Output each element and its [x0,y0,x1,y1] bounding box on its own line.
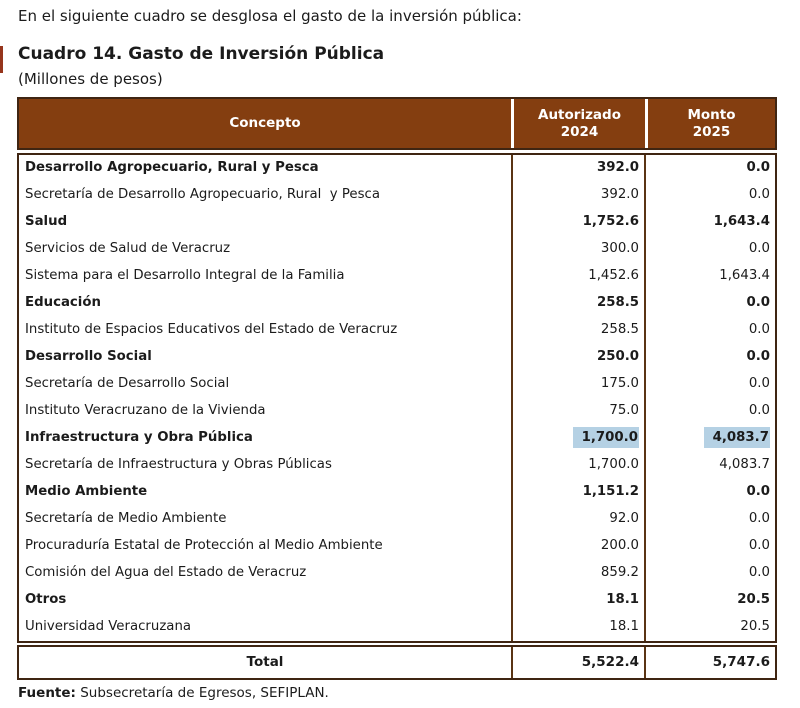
value: 1,151.2 [582,484,639,499]
monto-cell [646,533,775,560]
value: 0.0 [748,403,770,418]
table-title: Cuadro 14. Gasto de Inversión Pública [18,44,385,64]
concept-cell: Salud [19,209,513,236]
intro-text: En el siguiente cuadro se desglosa el gasto de la inversión pública: [18,7,522,25]
table-row [19,236,775,263]
table-row [19,317,775,344]
concept-cell: Instituto Veracruzano de la Vivienda [19,398,513,425]
value: 175.0 [600,376,639,391]
value: 1,643.4 [719,268,770,283]
value: 0.0 [748,376,770,391]
monto-cell [646,587,775,614]
autorizado-cell [513,344,646,371]
autorizado-cell [513,182,646,209]
concept-cell: Medio Ambiente [19,479,513,506]
autorizado-cell [513,479,646,506]
monto-cell [646,479,775,506]
column-header-autorizado-2024 [514,99,645,148]
value: 1,700.0 [588,457,639,472]
concept-cell: Comisión del Agua del Estado de Veracruz [19,560,513,587]
monto-cell [646,614,775,641]
table-total-row [17,645,777,680]
column-header-monto-2025 [648,99,775,148]
source-note [18,685,329,701]
column-header-sublabel: 2025 [692,123,731,140]
column-header-concepto [19,99,511,148]
table-row [19,398,775,425]
monto-cell [646,344,775,371]
table-header-row [17,97,777,150]
autorizado-cell [513,290,646,317]
value: 0.0 [746,484,770,499]
monto-cell [646,290,775,317]
monto-cell [646,209,775,236]
table-row [19,290,775,317]
table-row [19,371,775,398]
concept-cell: Instituto de Espacios Educativos del Estado de Veracruz [19,317,513,344]
monto-cell [646,236,775,263]
autorizado-cell [513,263,646,290]
table-row [19,506,775,533]
table-row [19,479,775,506]
value: 0.0 [748,511,770,526]
concept-cell: Secretaría de Infraestructura y Obras Públicas [19,452,513,479]
autorizado-cell [513,371,646,398]
value: 1,752.6 [582,214,639,229]
concept-cell: Otros [19,587,513,614]
value: 0.0 [748,565,770,580]
total-monto-value: 5,747.6 [712,654,770,670]
table-row [19,533,775,560]
value: 250.0 [596,349,639,364]
table-units-subtitle: (Millones de pesos) [18,70,163,88]
concept-cell: Desarrollo Agropecuario, Rural y Pesca [19,155,513,182]
column-header-sublabel: 2024 [560,123,599,140]
monto-cell [646,317,775,344]
value: 18.1 [606,592,639,607]
value: 0.0 [748,241,770,256]
value: 1,452.6 [588,268,639,283]
highlighted-value: 1,700.0 [573,427,639,448]
source-label: Fuente: [18,685,76,701]
table-row [19,155,775,182]
value: 392.0 [596,160,639,175]
autorizado-cell [513,398,646,425]
column-header-label: Concepto [229,115,301,131]
table-row [19,209,775,236]
autorizado-cell [513,452,646,479]
value: 0.0 [746,160,770,175]
autorizado-cell [513,425,646,452]
autorizado-cell [513,587,646,614]
value: 20.5 [740,619,770,634]
value: 258.5 [596,295,639,310]
concept-cell: Desarrollo Social [19,344,513,371]
monto-cell [646,182,775,209]
value: 200.0 [600,538,639,553]
value: 0.0 [746,349,770,364]
concept-cell: Secretaría de Medio Ambiente [19,506,513,533]
value: 18.1 [609,619,639,634]
monto-cell [646,560,775,587]
value: 0.0 [748,187,770,202]
table-row [19,614,775,641]
table-row [19,425,775,452]
value: 300.0 [600,241,639,256]
monto-cell [646,263,775,290]
value: 0.0 [748,322,770,337]
monto-cell [646,452,775,479]
autorizado-cell [513,614,646,641]
table-row [19,182,775,209]
value: 92.0 [609,511,639,526]
table-row [19,263,775,290]
concept-cell: Infraestructura y Obra Pública [19,425,513,452]
autorizado-cell [513,209,646,236]
concept-cell: Procuraduría Estatal de Protección al Medio Ambiente [19,533,513,560]
column-header-label: Autorizado [538,106,621,123]
value: 0.0 [748,538,770,553]
table-row [19,344,775,371]
source-text: Subsecretaría de Egresos, SEFIPLAN. [75,685,329,701]
monto-cell [646,506,775,533]
value: 859.2 [600,565,639,580]
concept-cell: Secretaría de Desarrollo Social [19,371,513,398]
table-row [19,587,775,614]
monto-cell [646,425,775,452]
value: 20.5 [737,592,770,607]
value: 392.0 [600,187,639,202]
table-row [19,452,775,479]
monto-cell [646,398,775,425]
value: 1,643.4 [713,214,770,229]
autorizado-cell [513,560,646,587]
column-header-label: Monto [687,106,736,123]
table-row [19,560,775,587]
concept-cell: Sistema para el Desarrollo Integral de la Familia [19,263,513,290]
total-autorizado-value: 5,522.4 [513,647,646,678]
concept-cell: Servicios de Salud de Veracruz [19,236,513,263]
value: 75.0 [609,403,639,418]
autorizado-cell [513,317,646,344]
monto-cell [646,371,775,398]
value: 4,083.7 [719,457,770,472]
concept-cell: Secretaría de Desarrollo Agropecuario, Rural y Pesca [19,182,513,209]
highlighted-value: 4,083.7 [704,427,770,448]
autorizado-cell [513,506,646,533]
autorizado-cell [513,236,646,263]
concept-cell: Educación [19,290,513,317]
concept-cell: Universidad Veracruzana [19,614,513,641]
margin-change-bar [0,46,3,73]
autorizado-cell [513,155,646,182]
value: 0.0 [746,295,770,310]
value: 258.5 [600,322,639,337]
total-label: Total [19,647,513,678]
table-body [17,153,777,643]
monto-cell [646,155,775,182]
autorizado-cell [513,533,646,560]
